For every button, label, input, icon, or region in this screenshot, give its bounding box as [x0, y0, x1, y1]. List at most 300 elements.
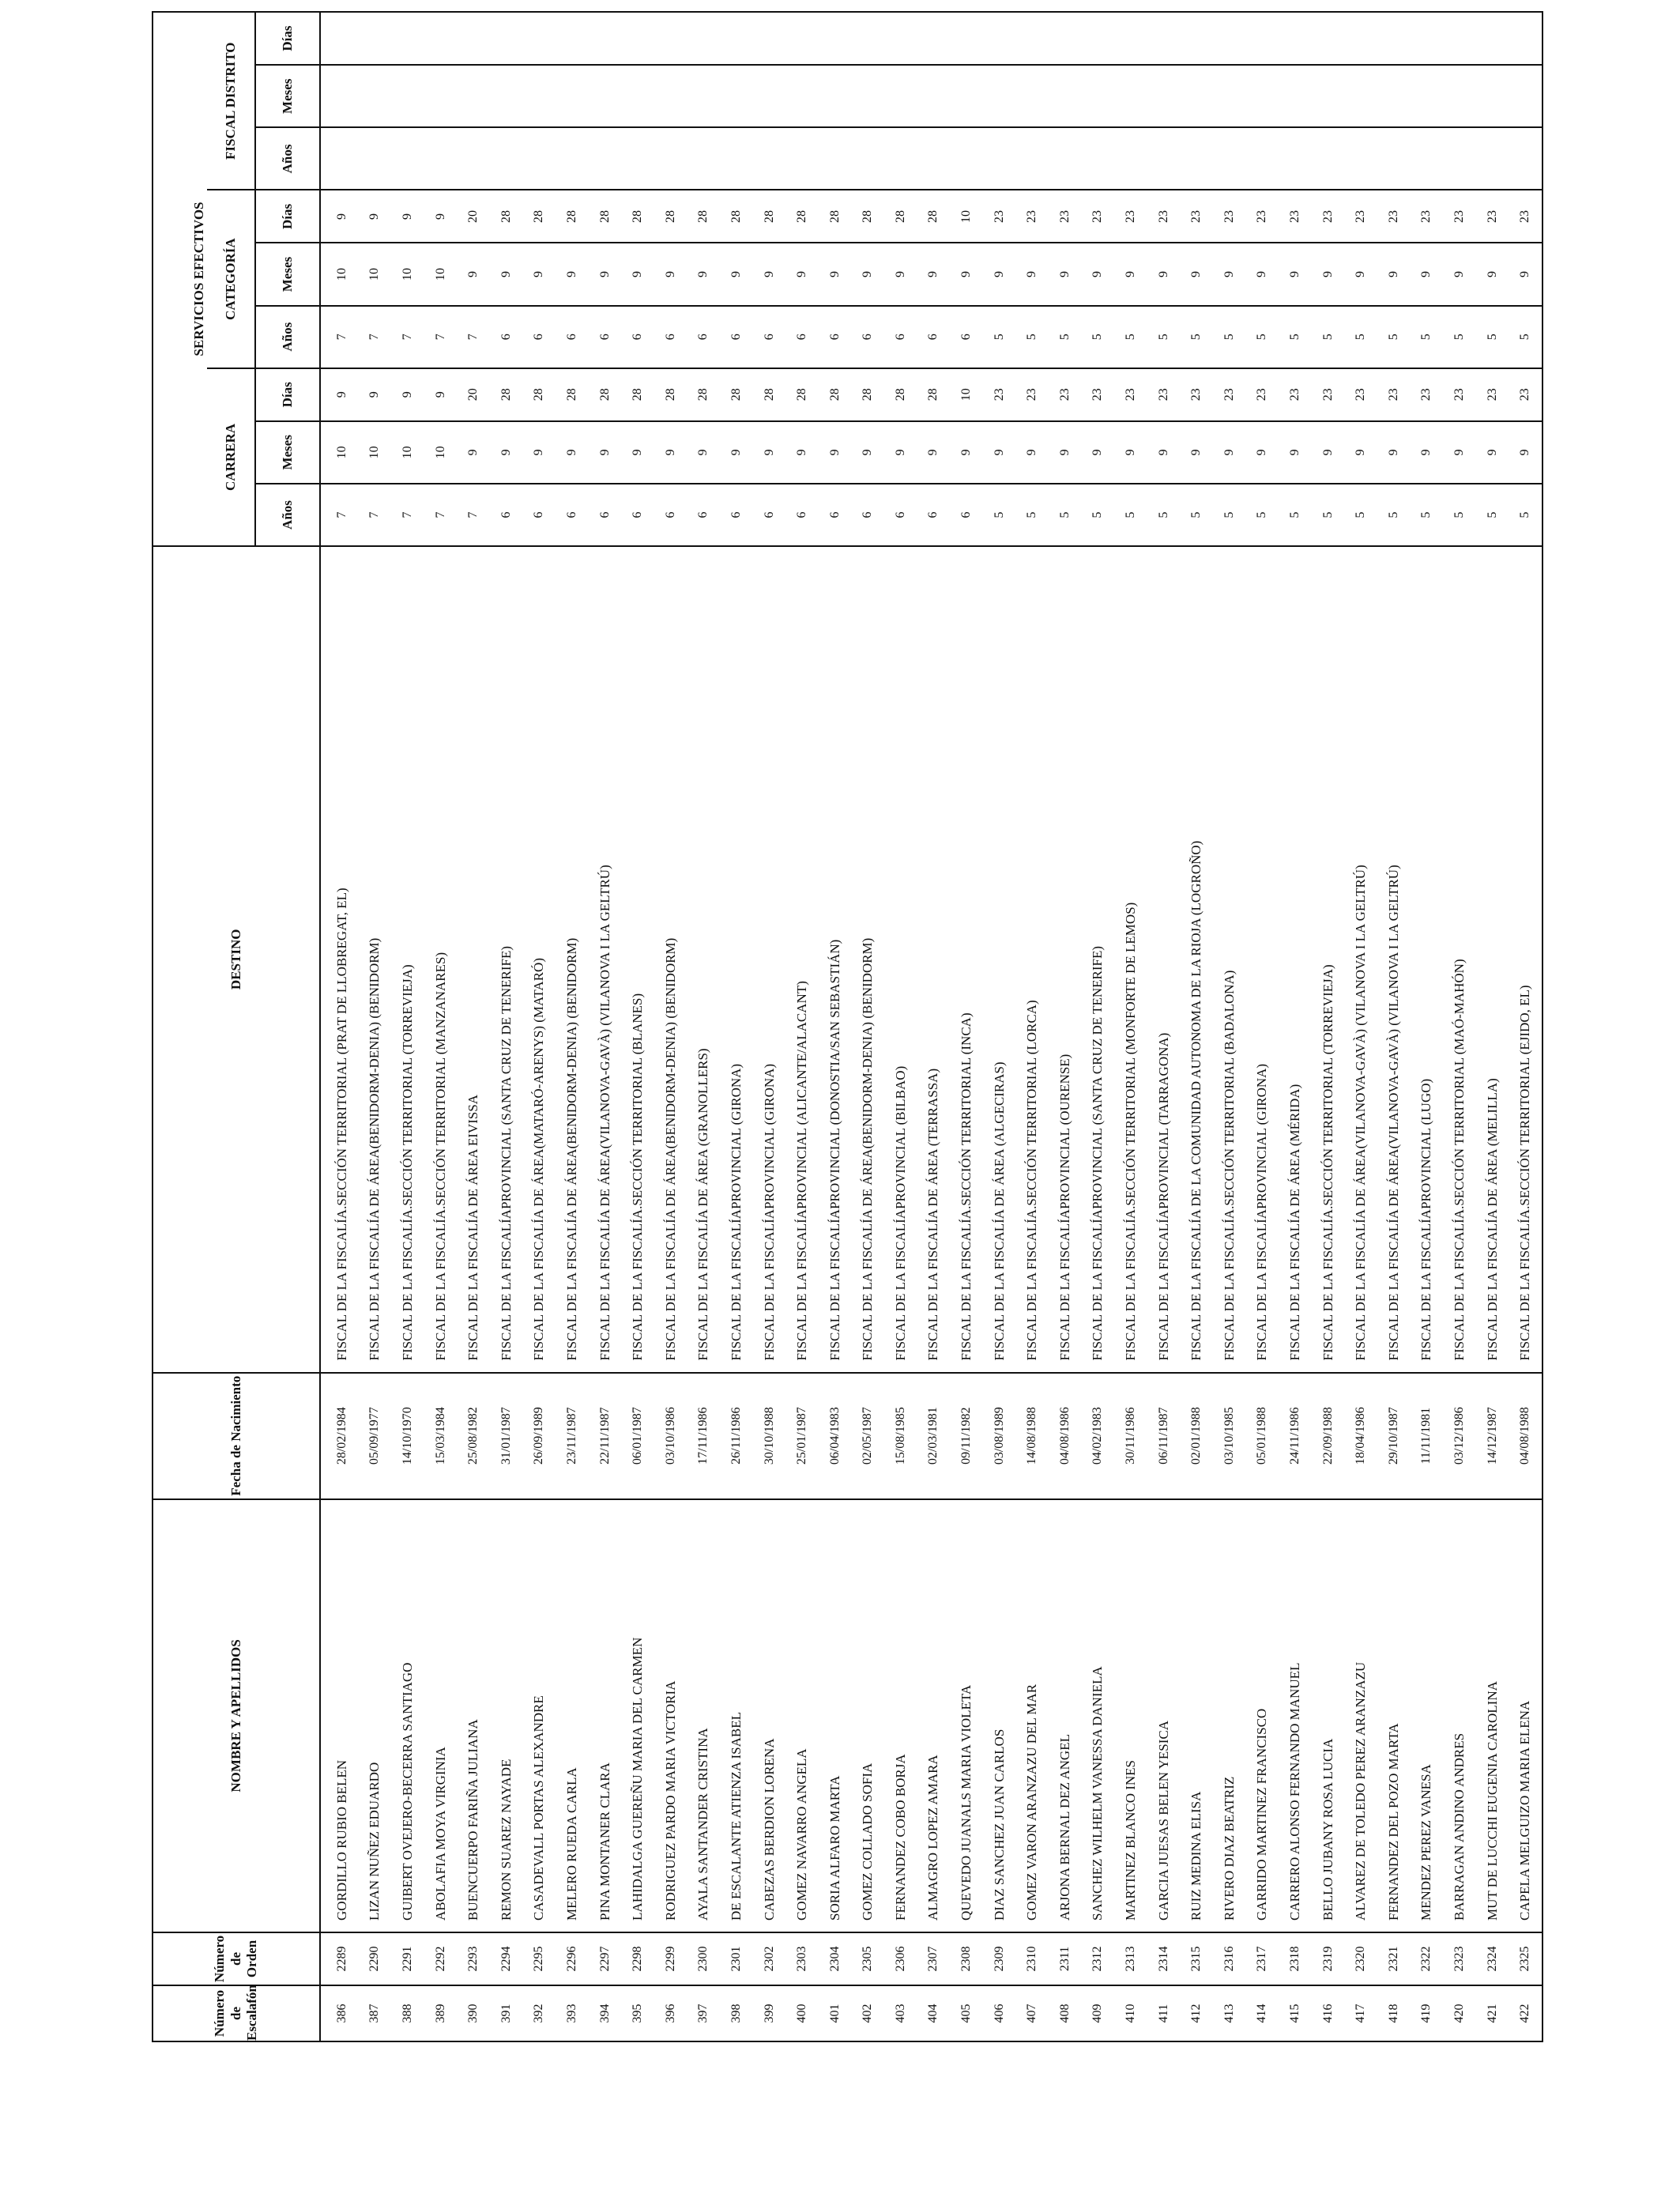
escalafon-table: [152, 11, 1543, 2042]
cell-categoria-meses: 9: [1015, 243, 1049, 305]
cell-numero-escalafon: 408: [1049, 1985, 1082, 2041]
cell-carrera-dias: 9: [424, 368, 458, 421]
cell-carrera-meses: 9: [1443, 421, 1476, 484]
cell-carrera-dias: 23: [1180, 368, 1213, 421]
cell-numero-orden: 2298: [621, 1932, 654, 1985]
cell-nombre: CASADEVALL PORTAS ALEXANDRE: [523, 1499, 556, 1932]
cell-destino: FISCAL DE LA FISCALÍA DE ÁREA (TERRASSA): [917, 546, 951, 1372]
cell-numero-orden: 2318: [1279, 1932, 1312, 1985]
cell-categoria-anos: 5: [1082, 306, 1115, 368]
cell-fecha-nacimiento: 06/04/1983: [819, 1373, 852, 1499]
cell-carrera-anos: 6: [687, 484, 721, 546]
cell-categoria-anos: 6: [785, 306, 819, 368]
cell-fiscal-anos: [753, 127, 786, 190]
cell-categoria-dias: 9: [391, 190, 424, 243]
cell-numero-escalafon: 399: [753, 1985, 786, 2041]
cell-numero-escalafon: 404: [917, 1985, 951, 2041]
cell-fiscal-dias: [1082, 12, 1115, 65]
cell-nombre: GARRIDO MARTINEZ FRANCISCO: [1246, 1499, 1279, 1932]
cell-fecha-nacimiento: 02/05/1987: [852, 1373, 885, 1499]
cell-categoria-anos: 6: [523, 306, 556, 368]
cell-carrera-anos: 7: [424, 484, 458, 546]
cell-numero-escalafon: 419: [1411, 1985, 1444, 2041]
cell-fiscal-anos: [424, 127, 458, 190]
cell-numero-orden: 2323: [1443, 1932, 1476, 1985]
cell-numero-orden: 2322: [1411, 1932, 1444, 1985]
cell-fiscal-anos: [1377, 127, 1411, 190]
cell-categoria-meses: 9: [819, 243, 852, 305]
cell-carrera-anos: 6: [523, 484, 556, 546]
header-destino: DESTINO: [153, 546, 320, 1372]
cell-fiscal-dias: [1213, 12, 1246, 65]
cell-nombre: BELLO JUBANY ROSA LUCIA: [1312, 1499, 1345, 1932]
cell-fiscal-meses: [884, 65, 917, 127]
cell-categoria-anos: 5: [1312, 306, 1345, 368]
cell-fiscal-meses: [556, 65, 589, 127]
cell-categoria-meses: 9: [1082, 243, 1115, 305]
cell-categoria-anos: 5: [1411, 306, 1444, 368]
header-fiscal-distrito: FISCAL DISTRITO: [207, 12, 255, 190]
cell-destino: FISCAL DE LA FISCALÍAPROVINCIAL (TARRAGONA): [1147, 546, 1181, 1372]
cell-carrera-anos: 5: [1114, 484, 1147, 546]
cell-numero-orden: 2313: [1114, 1932, 1147, 1985]
cell-fecha-nacimiento: 03/10/1986: [654, 1373, 687, 1499]
cell-carrera-dias: 28: [556, 368, 589, 421]
cell-destino: FISCAL DE LA FISCALÍAPROVINCIAL (BILBAO): [884, 546, 917, 1372]
cell-destino: FISCAL DE LA FISCALÍA DE ÁREA(BENIDORM-DENIA) (BENIDORM): [852, 546, 885, 1372]
cell-numero-orden: 2289: [320, 1932, 359, 1985]
cell-fiscal-meses: [1180, 65, 1213, 127]
cell-destino: FISCAL DE LA FISCALÍA.SECCIÓN TERRITORIAL (BADALONA): [1213, 546, 1246, 1372]
cell-fiscal-meses: [1015, 65, 1049, 127]
table-row: [1246, 12, 1279, 2041]
cell-fecha-nacimiento: 02/01/1988: [1180, 1373, 1213, 1499]
cell-destino: FISCAL DE LA FISCALÍAPROVINCIAL (GIRONA): [753, 546, 786, 1372]
cell-nombre: ABOLAFIA MOYA VIRGINIA: [424, 1499, 458, 1932]
cell-carrera-dias: 23: [1279, 368, 1312, 421]
table-row: [884, 12, 917, 2041]
cell-fecha-nacimiento: 06/01/1987: [621, 1373, 654, 1499]
header-servicios-efectivos: SERVICIOS EFECTIVOS: [190, 202, 206, 356]
cell-categoria-meses: 9: [852, 243, 885, 305]
cell-categoria-anos: 7: [359, 306, 392, 368]
cell-fiscal-meses: [589, 65, 622, 127]
table-row: [1015, 12, 1049, 2041]
cell-categoria-dias: 23: [1213, 190, 1246, 243]
cell-numero-orden: 2309: [983, 1932, 1016, 1985]
cell-nombre: ALMAGRO LOPEZ AMARA: [917, 1499, 951, 1932]
cell-destino: FISCAL DE LA FISCALÍA DE ÁREA(BENIDORM-DENIA) (BENIDORM): [359, 546, 392, 1372]
cell-carrera-dias: 28: [654, 368, 687, 421]
cell-numero-orden: 2294: [490, 1932, 523, 1985]
table-row: [424, 12, 458, 2041]
cell-categoria-meses: 9: [589, 243, 622, 305]
table-row: [621, 12, 654, 2041]
cell-fiscal-meses: [983, 65, 1016, 127]
cell-nombre: CAPELA MELGUIZO MARIA ELENA: [1509, 1499, 1543, 1932]
cell-destino: FISCAL DE LA FISCALÍAPROVINCIAL (OURENSE): [1049, 546, 1082, 1372]
cell-categoria-anos: 5: [1246, 306, 1279, 368]
table-row: [654, 12, 687, 2041]
cell-carrera-anos: 6: [819, 484, 852, 546]
cell-fiscal-anos: [1147, 127, 1181, 190]
cell-carrera-dias: 28: [621, 368, 654, 421]
table-row: [320, 12, 359, 2041]
cell-carrera-meses: 9: [1213, 421, 1246, 484]
cell-carrera-anos: 5: [1147, 484, 1181, 546]
cell-carrera-meses: 9: [819, 421, 852, 484]
cell-numero-escalafon: 392: [523, 1985, 556, 2041]
header-categoria-anos: Años: [255, 306, 320, 368]
cell-carrera-anos: 6: [852, 484, 885, 546]
cell-carrera-meses: 9: [1180, 421, 1213, 484]
cell-categoria-meses: 9: [1180, 243, 1213, 305]
cell-fecha-nacimiento: 05/09/1977: [359, 1373, 392, 1499]
cell-carrera-dias: 23: [1443, 368, 1476, 421]
cell-fiscal-dias: [1147, 12, 1181, 65]
cell-fiscal-meses: [1344, 65, 1377, 127]
cell-numero-orden: 2290: [359, 1932, 392, 1985]
cell-carrera-meses: 9: [1015, 421, 1049, 484]
cell-categoria-meses: 10: [424, 243, 458, 305]
cell-nombre: CABEZAS BERDION LORENA: [753, 1499, 786, 1932]
cell-fiscal-anos: [819, 127, 852, 190]
cell-carrera-dias: 28: [720, 368, 753, 421]
cell-numero-orden: 2302: [753, 1932, 786, 1985]
cell-numero-escalafon: 422: [1509, 1985, 1543, 2041]
cell-nombre: GOMEZ COLLADO SOFIA: [852, 1499, 885, 1932]
cell-fiscal-meses: [320, 65, 359, 127]
cell-destino: FISCAL DE LA FISCALÍA DE ÁREA(BENIDORM-DENIA) (BENIDORM): [556, 546, 589, 1372]
cell-carrera-meses: 9: [1377, 421, 1411, 484]
cell-categoria-anos: 5: [1049, 306, 1082, 368]
cell-carrera-meses: 9: [1279, 421, 1312, 484]
cell-carrera-anos: 7: [457, 484, 490, 546]
cell-numero-escalafon: 409: [1082, 1985, 1115, 2041]
cell-numero-escalafon: 407: [1015, 1985, 1049, 2041]
cell-nombre: CARRERO ALONSO FERNANDO MANUEL: [1279, 1499, 1312, 1932]
cell-fiscal-meses: [720, 65, 753, 127]
cell-fiscal-meses: [1509, 65, 1543, 127]
cell-numero-orden: 2310: [1015, 1932, 1049, 1985]
cell-fecha-nacimiento: 22/11/1987: [589, 1373, 622, 1499]
cell-fiscal-dias: [917, 12, 951, 65]
cell-fiscal-meses: [654, 65, 687, 127]
table-row: [1312, 12, 1345, 2041]
cell-categoria-meses: 9: [884, 243, 917, 305]
cell-categoria-anos: 5: [1443, 306, 1476, 368]
cell-fiscal-meses: [1147, 65, 1181, 127]
cell-categoria-meses: 9: [1147, 243, 1181, 305]
cell-carrera-dias: 9: [391, 368, 424, 421]
cell-destino: FISCAL DE LA FISCALÍA DE ÁREA(VILANOVA-GAVÀ) (VILANOVA I LA GELTRÚ): [1344, 546, 1377, 1372]
cell-fiscal-dias: [1049, 12, 1082, 65]
cell-numero-escalafon: 405: [950, 1985, 983, 2041]
cell-numero-orden: 2314: [1147, 1932, 1181, 1985]
cell-carrera-dias: 23: [1114, 368, 1147, 421]
cell-categoria-dias: 28: [621, 190, 654, 243]
cell-categoria-anos: 6: [852, 306, 885, 368]
cell-fecha-nacimiento: 15/08/1985: [884, 1373, 917, 1499]
cell-numero-escalafon: 413: [1213, 1985, 1246, 2041]
cell-fecha-nacimiento: 04/08/1988: [1509, 1373, 1543, 1499]
cell-fiscal-meses: [1246, 65, 1279, 127]
cell-nombre: BUENCUERPO FARIÑA JULIANA: [457, 1499, 490, 1932]
cell-fecha-nacimiento: 28/02/1984: [320, 1373, 359, 1499]
table-row: [1180, 12, 1213, 2041]
cell-carrera-anos: 6: [720, 484, 753, 546]
cell-numero-escalafon: 414: [1246, 1985, 1279, 2041]
cell-fiscal-meses: [950, 65, 983, 127]
cell-fiscal-anos: [1114, 127, 1147, 190]
cell-carrera-dias: 28: [884, 368, 917, 421]
cell-categoria-meses: 10: [359, 243, 392, 305]
cell-destino: FISCAL DE LA FISCALÍA DE ÁREA(VILANOVA-GAVÀ) (VILANOVA I LA GELTRÚ): [589, 546, 622, 1372]
cell-categoria-meses: 9: [1344, 243, 1377, 305]
cell-carrera-meses: 9: [917, 421, 951, 484]
cell-categoria-anos: 7: [320, 306, 359, 368]
cell-categoria-meses: 9: [457, 243, 490, 305]
cell-categoria-meses: 9: [1443, 243, 1476, 305]
cell-categoria-meses: 10: [391, 243, 424, 305]
cell-nombre: GUIBERT OVEJERO-BECERRA SANTIAGO: [391, 1499, 424, 1932]
cell-destino: FISCAL DE LA FISCALÍAPROVINCIAL (SANTA CRUZ DE TENERIFE): [490, 546, 523, 1372]
cell-carrera-meses: 9: [1082, 421, 1115, 484]
cell-fiscal-dias: [1411, 12, 1444, 65]
cell-fecha-nacimiento: 11/11/1981: [1411, 1373, 1444, 1499]
table-row: [523, 12, 556, 2041]
cell-categoria-dias: 28: [589, 190, 622, 243]
header-categoria-meses: Meses: [255, 243, 320, 305]
cell-carrera-anos: 6: [917, 484, 951, 546]
cell-carrera-anos: 5: [1082, 484, 1115, 546]
table-row: [687, 12, 721, 2041]
cell-categoria-dias: 20: [457, 190, 490, 243]
cell-categoria-dias: 23: [1114, 190, 1147, 243]
cell-fiscal-dias: [819, 12, 852, 65]
cell-categoria-anos: 6: [819, 306, 852, 368]
header-orden: Número de Orden: [153, 1932, 320, 1985]
cell-fiscal-anos: [1049, 127, 1082, 190]
cell-numero-orden: 2306: [884, 1932, 917, 1985]
cell-carrera-anos: 6: [654, 484, 687, 546]
cell-categoria-dias: 28: [852, 190, 885, 243]
cell-fecha-nacimiento: 29/10/1987: [1377, 1373, 1411, 1499]
cell-categoria-anos: 5: [1509, 306, 1543, 368]
cell-categoria-dias: 23: [1411, 190, 1444, 243]
cell-destino: FISCAL DE LA FISCALÍAPROVINCIAL (GIRONA): [1246, 546, 1279, 1372]
cell-carrera-anos: 5: [1443, 484, 1476, 546]
table-row: [1443, 12, 1476, 2041]
cell-numero-orden: 2296: [556, 1932, 589, 1985]
cell-fiscal-anos: [1411, 127, 1444, 190]
table-row: [556, 12, 589, 2041]
cell-categoria-anos: 6: [917, 306, 951, 368]
cell-categoria-dias: 23: [1476, 190, 1509, 243]
cell-carrera-anos: 5: [1312, 484, 1345, 546]
cell-categoria-anos: 6: [654, 306, 687, 368]
cell-carrera-dias: 23: [1312, 368, 1345, 421]
cell-carrera-meses: 9: [687, 421, 721, 484]
header-carrera-anos: Años: [255, 484, 320, 546]
cell-fecha-nacimiento: 14/08/1988: [1015, 1373, 1049, 1499]
cell-destino: FISCAL DE LA FISCALÍA DE ÁREA (GRANOLLERS): [687, 546, 721, 1372]
cell-categoria-dias: 23: [1279, 190, 1312, 243]
cell-fiscal-meses: [1049, 65, 1082, 127]
cell-fecha-nacimiento: 18/04/1986: [1344, 1373, 1377, 1499]
cell-categoria-meses: 9: [1049, 243, 1082, 305]
cell-fiscal-meses: [490, 65, 523, 127]
cell-categoria-dias: 23: [1082, 190, 1115, 243]
cell-destino: FISCAL DE LA FISCALÍA DE ÁREA(MATARÓ-ARENYS) (MATARÓ): [523, 546, 556, 1372]
cell-carrera-meses: 9: [753, 421, 786, 484]
cell-fiscal-anos: [654, 127, 687, 190]
cell-categoria-anos: 5: [1344, 306, 1377, 368]
cell-categoria-dias: 28: [556, 190, 589, 243]
cell-destino: FISCAL DE LA FISCALÍAPROVINCIAL (DONOSTIA/SAN SEBASTIÁN): [819, 546, 852, 1372]
cell-destino: FISCAL DE LA FISCALÍA DE ÁREA (ALGECIRAS): [983, 546, 1016, 1372]
cell-fiscal-meses: [1114, 65, 1147, 127]
cell-carrera-dias: 23: [1246, 368, 1279, 421]
cell-fecha-nacimiento: 04/02/1983: [1082, 1373, 1115, 1499]
cell-numero-escalafon: 396: [654, 1985, 687, 2041]
cell-carrera-dias: 28: [852, 368, 885, 421]
cell-fiscal-anos: [917, 127, 951, 190]
cell-carrera-dias: 28: [589, 368, 622, 421]
cell-fiscal-meses: [1443, 65, 1476, 127]
cell-fiscal-meses: [391, 65, 424, 127]
cell-carrera-dias: 20: [457, 368, 490, 421]
cell-fiscal-dias: [1443, 12, 1476, 65]
cell-categoria-meses: 9: [1377, 243, 1411, 305]
table-row: [1082, 12, 1115, 2041]
cell-carrera-dias: 9: [359, 368, 392, 421]
cell-fiscal-anos: [785, 127, 819, 190]
cell-carrera-dias: 23: [1411, 368, 1444, 421]
cell-numero-orden: 2305: [852, 1932, 885, 1985]
cell-fiscal-anos: [621, 127, 654, 190]
cell-fiscal-anos: [523, 127, 556, 190]
cell-fiscal-anos: [1509, 127, 1543, 190]
cell-fecha-nacimiento: 04/08/1986: [1049, 1373, 1082, 1499]
cell-categoria-meses: 9: [1312, 243, 1345, 305]
cell-carrera-anos: 5: [1279, 484, 1312, 546]
cell-carrera-dias: 23: [1015, 368, 1049, 421]
cell-numero-orden: 2300: [687, 1932, 721, 1985]
cell-categoria-anos: 5: [1476, 306, 1509, 368]
cell-nombre: GORDILLO RUBIO BELEN: [320, 1499, 359, 1932]
cell-fiscal-anos: [457, 127, 490, 190]
cell-fiscal-anos: [1279, 127, 1312, 190]
cell-categoria-anos: 6: [621, 306, 654, 368]
cell-carrera-dias: 28: [819, 368, 852, 421]
cell-carrera-anos: 6: [884, 484, 917, 546]
cell-numero-escalafon: 388: [391, 1985, 424, 2041]
cell-carrera-dias: 23: [1509, 368, 1543, 421]
cell-categoria-meses: 9: [621, 243, 654, 305]
cell-numero-orden: 2295: [523, 1932, 556, 1985]
cell-numero-orden: 2315: [1180, 1932, 1213, 1985]
cell-nombre: PINA MONTANER CLARA: [589, 1499, 622, 1932]
cell-fiscal-anos: [589, 127, 622, 190]
cell-carrera-anos: 5: [1509, 484, 1543, 546]
cell-carrera-meses: 9: [852, 421, 885, 484]
cell-numero-orden: 2317: [1246, 1932, 1279, 1985]
cell-numero-escalafon: 390: [457, 1985, 490, 2041]
cell-numero-escalafon: 389: [424, 1985, 458, 2041]
cell-carrera-anos: 5: [1344, 484, 1377, 546]
cell-fiscal-dias: [1246, 12, 1279, 65]
cell-carrera-dias: 10: [950, 368, 983, 421]
cell-categoria-meses: 9: [523, 243, 556, 305]
cell-numero-escalafon: 412: [1180, 1985, 1213, 2041]
cell-destino: FISCAL DE LA FISCALÍA DE ÁREA(BENIDORM-DENIA) (BENIDORM): [654, 546, 687, 1372]
table-row: [457, 12, 490, 2041]
cell-fiscal-dias: [424, 12, 458, 65]
cell-numero-escalafon: 395: [621, 1985, 654, 2041]
cell-numero-orden: 2297: [589, 1932, 622, 1985]
cell-carrera-dias: 23: [983, 368, 1016, 421]
cell-numero-orden: 2324: [1476, 1932, 1509, 1985]
cell-categoria-anos: 6: [687, 306, 721, 368]
cell-fiscal-dias: [457, 12, 490, 65]
cell-categoria-meses: 9: [687, 243, 721, 305]
cell-carrera-anos: 6: [785, 484, 819, 546]
cell-fiscal-dias: [1344, 12, 1377, 65]
cell-fiscal-meses: [1312, 65, 1345, 127]
cell-fecha-nacimiento: 23/11/1987: [556, 1373, 589, 1499]
cell-carrera-dias: 23: [1213, 368, 1246, 421]
cell-fiscal-anos: [1015, 127, 1049, 190]
cell-carrera-anos: 7: [391, 484, 424, 546]
cell-fiscal-anos: [687, 127, 721, 190]
table-row: [391, 12, 424, 2041]
cell-fiscal-anos: [1443, 127, 1476, 190]
cell-destino: FISCAL DE LA FISCALÍA.SECCIÓN TERRITORIAL (PRAT DE LLOBREGAT, EL): [320, 546, 359, 1372]
cell-destino: FISCAL DE LA FISCALÍA.SECCIÓN TERRITORIAL (MANZANARES): [424, 546, 458, 1372]
cell-categoria-anos: 6: [589, 306, 622, 368]
cell-destino: FISCAL DE LA FISCALÍA DE ÁREA(VILANOVA-GAVÀ) (VILANOVA I LA GELTRÚ): [1377, 546, 1411, 1372]
cell-carrera-dias: 23: [1082, 368, 1115, 421]
cell-categoria-anos: 5: [1114, 306, 1147, 368]
cell-fecha-nacimiento: 22/09/1988: [1312, 1373, 1345, 1499]
cell-nombre: SANCHEZ WILHELM VANESSA DANIELA: [1082, 1499, 1115, 1932]
cell-numero-escalafon: 394: [589, 1985, 622, 2041]
cell-numero-orden: 2304: [819, 1932, 852, 1985]
cell-carrera-dias: 28: [523, 368, 556, 421]
cell-numero-escalafon: 403: [884, 1985, 917, 2041]
table-row: [1411, 12, 1444, 2041]
cell-destino: FISCAL DE LA FISCALÍA DE LA COMUNIDAD AUTONOMA DE LA RIOJA (LOGROÑO): [1180, 546, 1213, 1372]
cell-fiscal-meses: [1082, 65, 1115, 127]
cell-fiscal-anos: [1344, 127, 1377, 190]
cell-carrera-meses: 9: [1509, 421, 1543, 484]
cell-carrera-meses: 10: [320, 421, 359, 484]
cell-fiscal-dias: [1180, 12, 1213, 65]
cell-categoria-dias: 28: [523, 190, 556, 243]
cell-carrera-anos: 7: [359, 484, 392, 546]
cell-nombre: BARRAGAN ANDINO ANDRES: [1443, 1499, 1476, 1932]
cell-fiscal-dias: [1015, 12, 1049, 65]
cell-carrera-dias: 23: [1147, 368, 1181, 421]
cell-numero-orden: 2293: [457, 1932, 490, 1985]
cell-categoria-anos: 7: [391, 306, 424, 368]
header-fiscal-dias: Días: [255, 12, 320, 65]
cell-carrera-meses: 9: [1411, 421, 1444, 484]
cell-fecha-nacimiento: 03/10/1985: [1213, 1373, 1246, 1499]
cell-categoria-anos: 5: [1377, 306, 1411, 368]
cell-numero-orden: 2292: [424, 1932, 458, 1985]
